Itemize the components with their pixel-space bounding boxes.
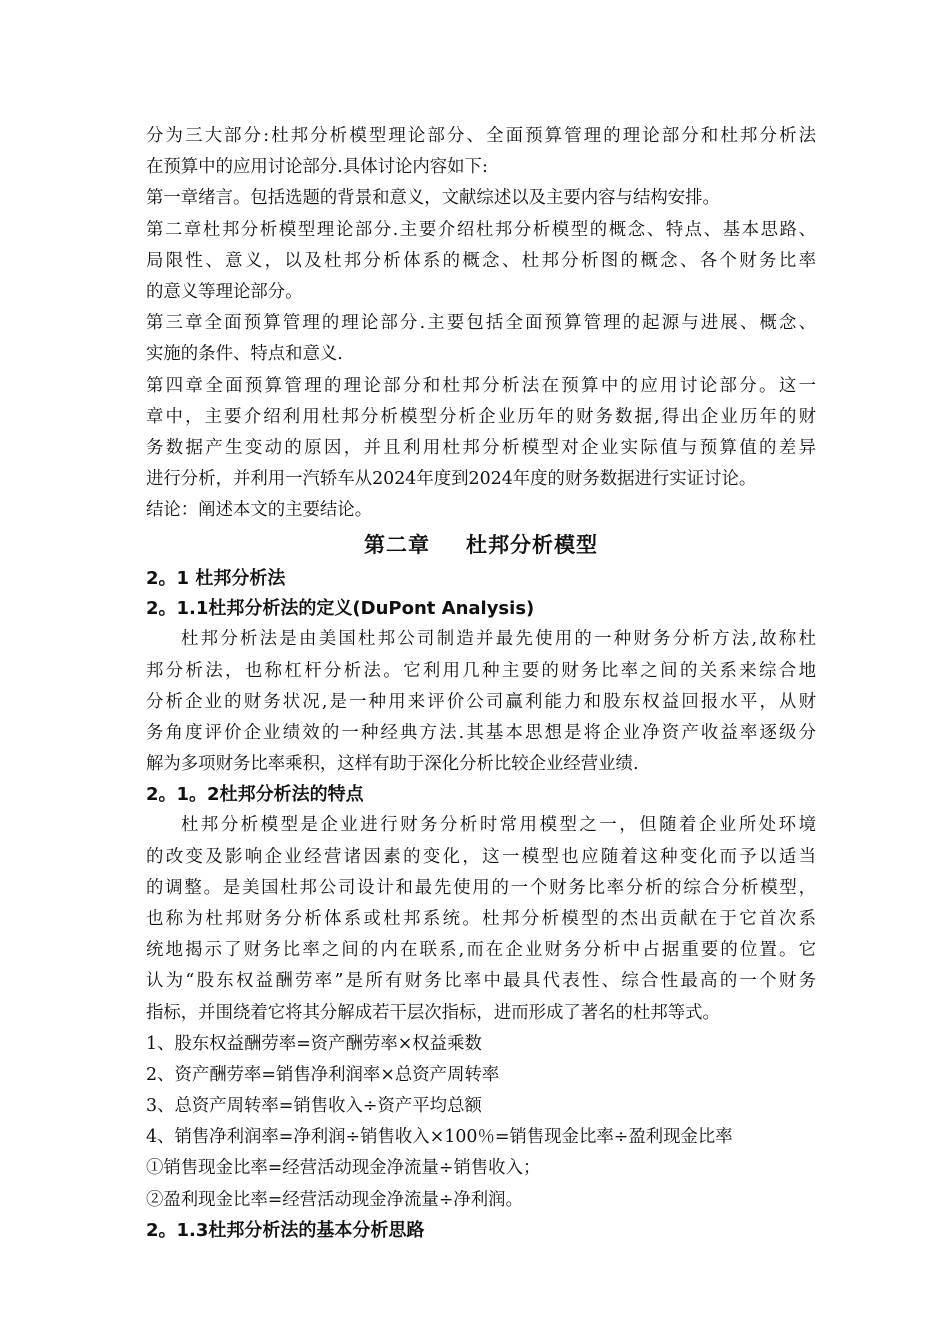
formula-line: 2、资产酬劳率=销售净利润率×总资产周转率 (146, 1064, 500, 1085)
text-line: 解为多项财务比率乘积，这样有助于深化分析比较企业经营业绩. (146, 754, 639, 775)
text-line: 章中，主要介绍利用杜邦分析模型分析企业历年的财务数据,得出企业历年的财 (146, 406, 816, 427)
text-line: 杜邦分析法是由美国杜邦公司制造并最先使用的一种财务分析方法,故称杜 (181, 629, 816, 650)
formula-line: 4、销售净利润率=净利润÷销售收入×100％=销售现金比率÷盈利现金比率 (146, 1127, 733, 1148)
text-line: 统地揭示了财务比率之间的内在联系,而在企业财务分析中占据重要的位置。它 (146, 940, 816, 961)
text-line: 第三章全面预算管理的理论部分.主要包括全面预算管理的起源与进展、概念、 (146, 313, 816, 334)
text-line: 分为三大部分:杜邦分析模型理论部分、全面预算管理的理论部分和杜邦分析法 (146, 126, 816, 146)
formula-line: 3、总资产周转率=销售收入÷资产平均总额 (146, 1096, 482, 1117)
text-line: 第一章绪言。包括选题的背景和意义，文献综述以及主要内容与结构安排。 (146, 188, 720, 209)
text-line: 杜邦分析模型是企业进行财务分析时常用模型之一，但随着企业所处环境 (181, 815, 816, 836)
text-line: 认为“股东权益酬劳率”是所有财务比率中最具代表性、综合性最高的一个财务 (146, 971, 816, 992)
section-heading: 2。1 杜邦分析法 (146, 568, 286, 590)
section-heading: 2。1.3杜邦分析法的基本分析思路 (146, 1219, 425, 1241)
text-line: 邦分析法，也称杠杆分析法。它利用几种主要的财务比率之间的关系来综合地 (146, 660, 816, 681)
section-heading: 2。1.1杜邦分析法的定义(DuPont Analysis) (146, 598, 535, 620)
document-page (146, 121, 816, 1246)
chapter-title (146, 526, 816, 564)
formula-line: ①销售现金比率=经营活动现金净流量÷销售收入； (146, 1158, 541, 1179)
text-line: 第二章杜邦分析模型理论部分.主要介绍杜邦分析模型的概念、特点、基本思路、 (146, 219, 816, 240)
text-line: 的改变及影响企业经营诸因素的变化，这一模型也应随着这种变化而予以适当 (146, 846, 816, 867)
text-line: 务角度评价企业绩效的一种经典方法.其基本思想是将企业净资产收益率逐级分 (146, 723, 816, 743)
text-line: 务数据产生变动的原因，并且利用杜邦分析模型对企业实际值与预算值的差异 (146, 437, 816, 458)
text-line: 也称为杜邦财务分析体系或杜邦系统。杜邦分析模型的杰出贡献在于它首次系 (146, 908, 816, 929)
text-line: 在预算中的应用讨论部分.具体讨论内容如下: (146, 157, 488, 178)
text-line: 指标，并围绕着它将其分解成若干层次指标，进而形成了著名的杜邦等式。 (146, 1002, 720, 1023)
formula-line: 1、股东权益酬劳率=资产酬劳率×权益乘数 (146, 1033, 482, 1054)
text-line: 的意义等理论部分。 (146, 281, 303, 302)
text-line: 进行分析，并利用一汽轿车从2024年度到2024年度的财务数据进行实证讨论。 (146, 469, 757, 490)
chapter-name: 杜邦分析模型 (466, 533, 598, 558)
text-line: 第四章全面预算管理的理论部分和杜邦分析法在预算中的应用讨论部分。这一 (146, 375, 816, 396)
text-line: 局限性、意义，以及杜邦分析体系的概念、杜邦分析图的概念、各个财务比率 (146, 250, 816, 271)
text-line: 实施的条件、特点和意义. (146, 344, 343, 365)
text-line: 结论：阐述本文的主要结论。 (146, 500, 373, 521)
section-heading: 2。1。2杜邦分析法的特点 (146, 784, 364, 806)
text-line: 的调整。是美国杜邦公司设计和最先使用的一个财务比率分析的综合分析模型， (146, 877, 816, 898)
formula-line: ②盈利现金比率=经营活动现金净流量÷净利润。 (146, 1189, 523, 1210)
text-line: 分析企业的财务状况,是一种用来评价公司赢利能力和股东权益回报水平，从财 (146, 691, 816, 712)
chapter-number: 第二章 (364, 533, 430, 558)
